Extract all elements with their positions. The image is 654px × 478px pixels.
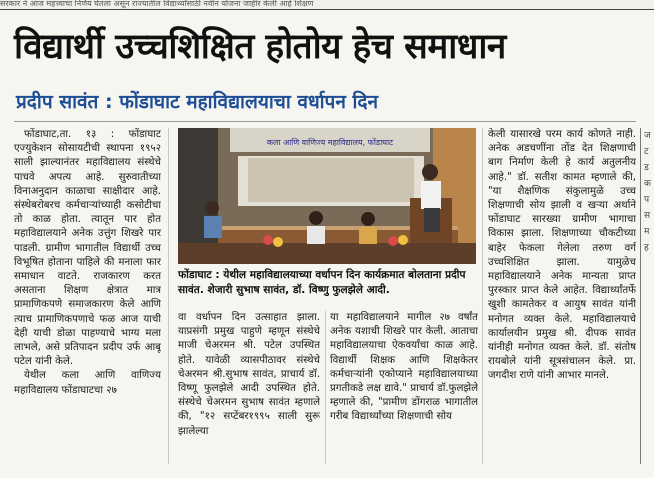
top-news-strip: सरकार ने आज महत्त्वाचा निर्णय घेतला असून राज्यातील विद्यार्थ्यांसाठी नवीन योजना जाहीर केली आहे शिक्षण	[0, 0, 654, 10]
column-divider	[168, 128, 169, 464]
banner-text: कला आणि वाणिज्य महाविद्यालय, फोंडाघाट	[266, 138, 394, 147]
stage-scene	[178, 128, 476, 264]
column-3-paragraph: या महाविद्यालयाने मागील २७ वर्षांत अनेक यशाची शिखरे पार केली. आताचा महाविद्यालयाचा ऐकवर्यांचा काळ आहे. विद्यार्थी शिक्षक आणि शिक्षकेतर कर्मचाऱ्यांनी एकोप्याने महाविद्यालयाच्या प्रगतीकडे लक्ष द्यावे." प्राचार्य डॉ.फुलझेले म्हणाले की, "प्रामीण डोंगराळ भागातील गरीब विद्यार्थ्यांच्या शिक्षणाची सोय	[330, 312, 478, 423]
edge-glyph: ज	[644, 131, 651, 141]
edge-glyph: स	[644, 211, 651, 221]
article-column-3	[330, 311, 478, 464]
article-subheadline: प्रदीप सावंत : फोंडाघाट महाविद्यालयाचा वर्धापन दिन	[16, 91, 379, 113]
edge-glyph: ड	[644, 163, 649, 173]
event-photo	[178, 128, 476, 264]
adjacent-article-edge	[640, 128, 654, 464]
column-4-paragraph: केली यासारखे परम कार्य कोणते नाही. अनेक अडचणींना तोंड देत शिक्षणाची बाग निर्माण केली हे कार्य अतुलनीय आहे." डॉ. सतीश कामत म्हणाले की, "या शैक्षणिक संकुलामुळे उच्च शिक्षणाची सोय झाली व खऱ्या अर्थाने फोंडाघाट सारख्या ग्रामीण भागाचा विकास झाला. शिक्षणाच्या चौकटीच्या बाहेर फेकला गेलेला तरुण वर्ग उच्चशिक्षित झाला. यामुळेच महाविद्यालयाने अनेक मान्यता प्राप्त पुरस्कार प्राप्त केले आहेत. विद्यार्थ्यांतर्फे खुशी कामतेकर व आयुष सावंत यांनी मनोगत व्यक्त केले. महाविद्यालयाचे कार्यालयीन प्रमुख श्री. दीपक सावंत यांनीही मनोगत व्यक्त केले. डॉ. संतोष रायबोले यांनी सूत्रसंचालन केले. प्रा. जगदीश राणे यांनी आभार मानले.	[488, 129, 636, 382]
column-divider	[482, 128, 483, 464]
edge-glyph: ह	[644, 243, 649, 253]
edge-glyph: प	[644, 195, 650, 205]
column-1-paragraph-1: फोंडाघाट,ता. १३ : फोंडाघाट एज्युकेशन सोसायटीची स्थापना १९५२ साली झाल्यानंतर महाविद्यालय संस्थेचे पाचवे अपत्य आहे. सुरुवातीच्या विनाअनुदान काळाचा साक्षीदार आहे. संस्थेबरोबरच कर्मचाऱ्यांच्याही कसोटीचा तो काळ होता. त्यातून पार होत महाविद्यालयाने अनेक उत्तुंग शिखरे पार पाडली. ग्रामीण भागातील विद्यार्थी उच्च विभूषित होताना पाहिले की मनाला फार समाधान वाटते. राजकारण करत असताना शिक्षण क्षेत्रात मात्र प्रामाणिकपणे समाजकारण केले आणि त्याच प्रामाणिकपणाचे फळ आज याची देही याची डोळा पाहण्याचे भाग्य मला लाभले, असे प्रतिपादन प्रदीप उर्फ आबू पटेल यांनी केले.	[14, 129, 161, 368]
edge-glyph: क	[644, 179, 651, 189]
header-rule	[14, 121, 636, 122]
photo-caption: फोंडाघाट : येथील महाविद्यालयाच्या वर्धापन दिन कार्यक्रमात बोलताना प्रदीप सावंत. शेजारी सुभाष सावंत, डॉ. विष्णु फुलझेले आदी.	[178, 269, 466, 296]
column-divider	[325, 311, 326, 464]
edge-glyph: म	[644, 227, 650, 237]
article-column-1	[14, 128, 161, 464]
column-2-paragraph: वा वर्धापन दिन उत्साहात झाला. याप्रसंगी प्रमुख पाहुणे म्हणून संस्थेचे माजी चेअरमन श्री. पटेल उपस्थित होते. यावेळी व्यासपीठावर संस्थेचे चेअरमन श्री.सुभाष सावंत, प्राचार्य डॉ. विष्णू फुलझेले आदी उपस्थित होते. संस्थेचे चेअरमन सुभाष सावंत म्हणाले की, "१२ सप्टेंबर१९९५ साली सुरू झालेल्या	[178, 312, 320, 437]
article-column-2	[178, 311, 320, 464]
article-headline: विद्यार्थी उच्चशिक्षित होतोय हेच समाधान	[14, 26, 506, 67]
column-1-paragraph-2: येथील कला आणि वाणिज्य महाविद्यालय फोंडाघाटचा २७	[14, 370, 161, 396]
article-column-4	[488, 128, 636, 464]
edge-glyph: ट	[644, 147, 649, 157]
